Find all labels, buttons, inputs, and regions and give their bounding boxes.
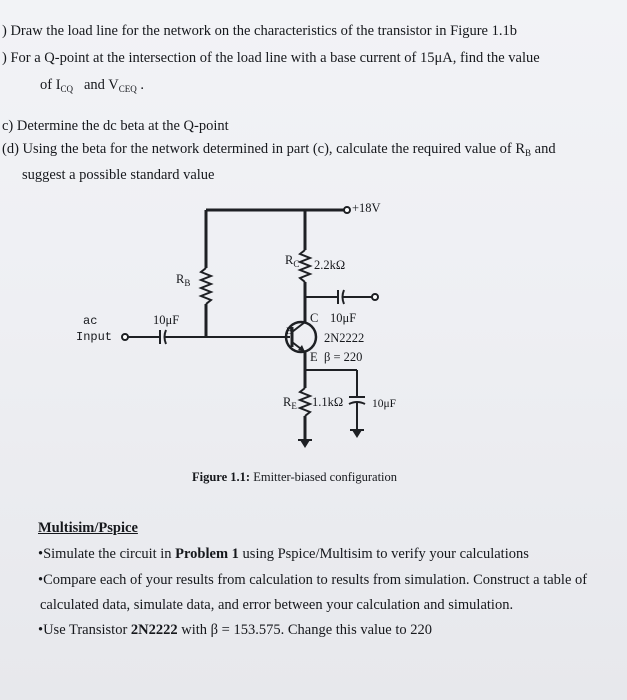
vce-subscript: CEQ	[118, 84, 137, 94]
rc-resistor	[300, 250, 310, 282]
rb-subscript: B	[525, 148, 532, 158]
ground-re-arrow	[300, 440, 310, 448]
ic-subscript: CQ	[60, 84, 74, 94]
supply-terminal	[344, 207, 350, 213]
input-label-ac: ac	[83, 314, 98, 328]
transistor-model: 2N2222	[324, 331, 365, 345]
input-terminal	[122, 334, 128, 340]
cap-in-value: 10μF	[153, 313, 180, 327]
pin-e: E	[310, 350, 318, 364]
problem-d-line1: (d) Using the beta for the network determined in part (c), calculate the required value of R	[2, 141, 525, 157]
problem-a: ) Draw the load line for the network on the characteristics of the transistor in Figure 1.1b	[2, 23, 517, 39]
re-resistor	[300, 388, 310, 416]
figure-caption: Figure 1.1: Emitter-biased configuration	[192, 470, 398, 484]
cap-out-value: 10μF	[330, 311, 357, 325]
problem-b: ) For a Q-point at the intersection of the load line with a base current of 15μA, find the value	[2, 50, 540, 66]
ground-ce-arrow	[352, 430, 362, 438]
multisim-bullet-3: •Use Transistor 2N2222 with β = 153.575. Change this value to 220	[38, 622, 433, 638]
rb-label: $R_B$	[176, 272, 191, 288]
problem-b-and: and V	[83, 77, 119, 93]
rc-label: $R_C$	[285, 253, 300, 269]
output-terminal	[372, 294, 378, 300]
input-label: Input	[76, 330, 113, 344]
supply-label: +18V	[352, 201, 381, 215]
rc-value: 2.2kΩ	[314, 258, 346, 272]
rb-resistor	[201, 268, 211, 304]
multisim-bullet-2: •Compare each of your results from calculation to results from simulation. Construct a table of	[38, 572, 588, 588]
beta-value: β = 220	[324, 350, 363, 364]
re-value: 1.1kΩ	[312, 395, 344, 409]
multisim-bullet-2-cont: calculated data, simulate data, and error between your calculation and simulation.	[40, 597, 514, 613]
problem-d-line1-end: and	[531, 141, 556, 157]
pin-c: C	[310, 311, 319, 325]
problem-b-of: of I	[40, 77, 61, 93]
problem-b-end: .	[140, 77, 144, 93]
multisim-heading: Multisim/Pspice	[38, 520, 138, 536]
problem-d-line2: suggest a possible standard value	[22, 167, 215, 183]
multisim-bullet-1: •Simulate the circuit in Problem 1 using Pspice/Multisim to verify your calculations	[38, 546, 529, 562]
pin-b: B	[286, 326, 293, 336]
cap-e-value: 10μF	[372, 398, 397, 410]
re-label: $R_E$	[283, 395, 297, 411]
problem-c: c) Determine the dc beta at the Q-point	[2, 118, 229, 134]
